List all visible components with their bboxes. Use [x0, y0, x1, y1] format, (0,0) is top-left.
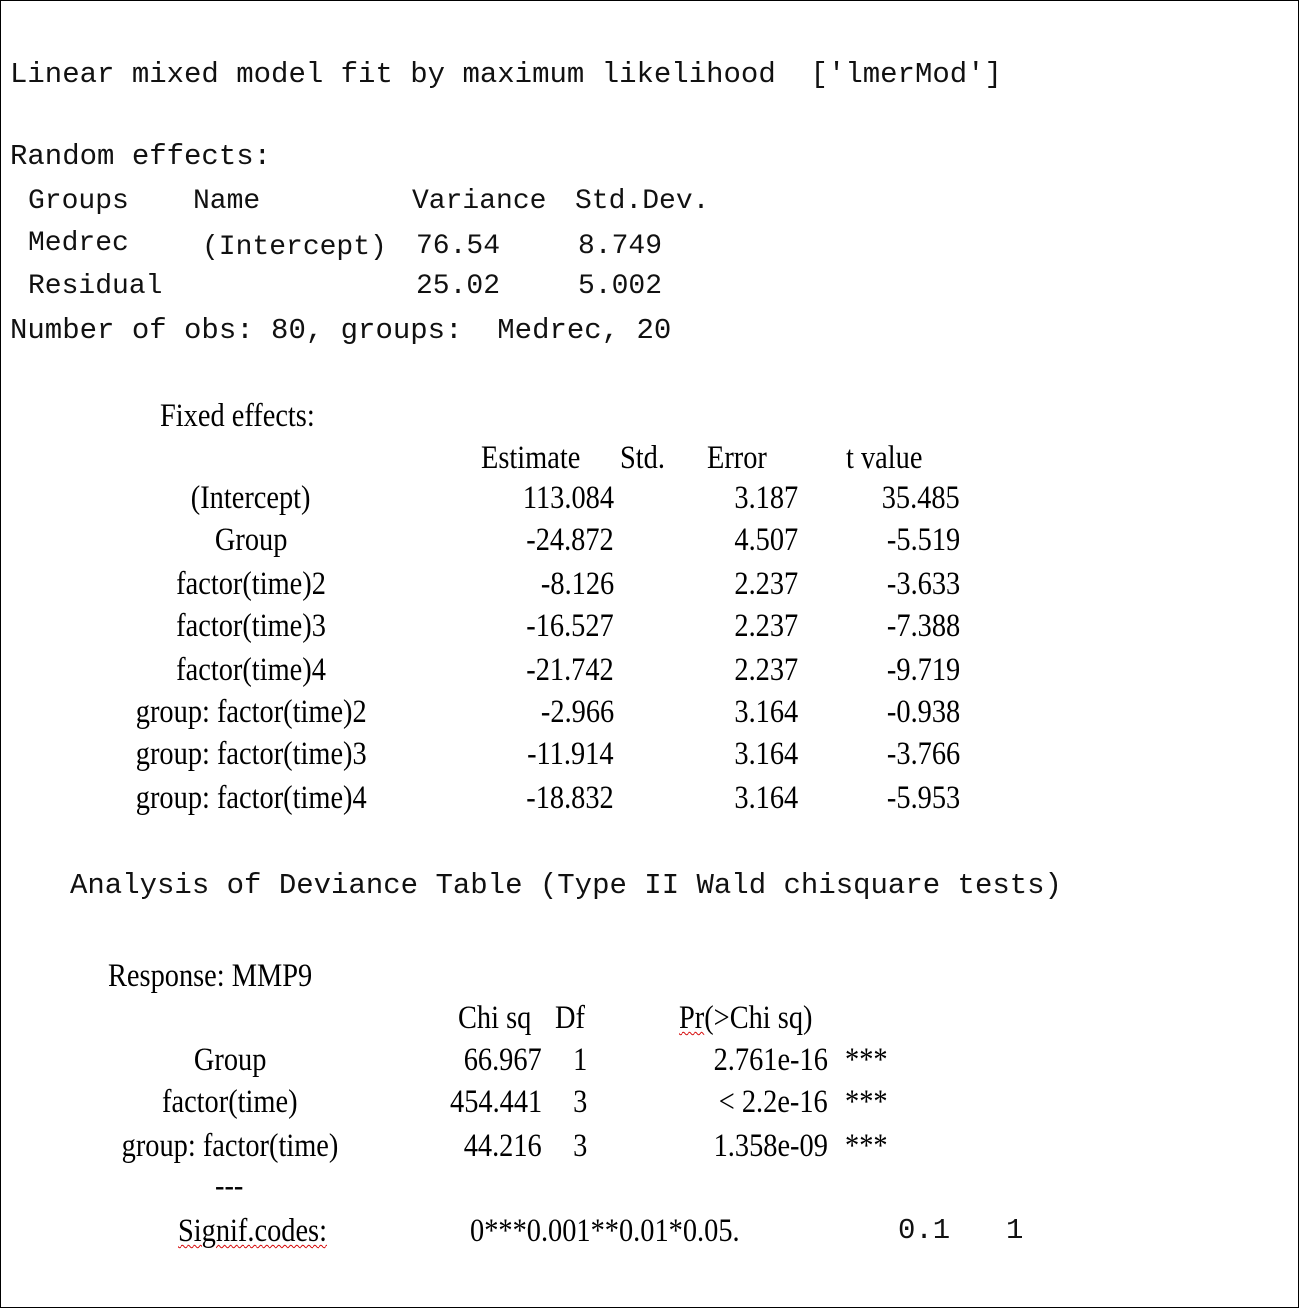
dev-chisq: 454.441 — [449, 1084, 542, 1120]
fe-estimate: -18.832 — [526, 780, 614, 816]
re-row-stddev: 8.749 — [578, 231, 663, 262]
fe-estimate: -11.914 — [527, 736, 614, 772]
re-row-variance: 76.54 — [416, 231, 501, 262]
fe-term: group: factor(time)3 — [135, 736, 367, 772]
fe-tvalue: -0.938 — [886, 694, 960, 730]
fe-error: 2.237 — [734, 608, 798, 644]
fe-cell — [96, 482, 406, 515]
fe-col-std: Std. — [620, 440, 665, 476]
re-col-variance: Variance — [412, 186, 547, 217]
fe-error: 3.164 — [734, 780, 798, 816]
dev-cell — [845, 1130, 905, 1163]
fe-term: Group — [214, 522, 288, 558]
dev-df: 3 — [572, 1128, 588, 1164]
pr-prefix: Pr — [679, 1000, 705, 1036]
dev-cell — [560, 1044, 600, 1077]
fe-tvalue: 35.485 — [881, 480, 960, 516]
fe-estimate: -16.527 — [526, 608, 614, 644]
fe-estimate: -21.742 — [526, 652, 614, 688]
dev-cell — [80, 1044, 380, 1077]
fe-tvalue: -5.953 — [886, 780, 960, 816]
fe-cell — [630, 482, 798, 515]
dev-cell — [560, 1086, 600, 1119]
fe-cell — [780, 482, 960, 515]
fe-error: 2.237 — [734, 652, 798, 688]
re-row-group: Medrec — [28, 228, 129, 259]
fe-estimate: 113.084 — [522, 480, 614, 516]
fe-tvalue: -7.388 — [886, 608, 960, 644]
re-row-stddev: 5.002 — [578, 271, 663, 302]
response-label: Response: MMP9 — [108, 958, 313, 994]
pr-suffix: (>Chi sq) — [704, 1000, 813, 1036]
dev-chisq: 44.216 — [463, 1128, 542, 1164]
dev-df: 3 — [572, 1084, 588, 1120]
fe-cell — [430, 482, 614, 515]
fe-tvalue: -9.719 — [886, 652, 960, 688]
dev-stars: *** — [845, 1042, 888, 1078]
dev-pvalue: 2.761e-16 — [713, 1042, 828, 1078]
fe-cell — [430, 568, 614, 601]
fe-error: 4.507 — [734, 522, 798, 558]
signif-label — [178, 1215, 327, 1248]
fe-estimate: -24.872 — [526, 522, 614, 558]
fe-term: group: factor(time)2 — [135, 694, 367, 730]
model-title: Linear mixed model fit by maximum likelihood ['lmerMod'] — [10, 58, 1002, 91]
dev-pvalue: < 2.2e-16 — [718, 1084, 828, 1120]
fe-cell — [96, 782, 406, 815]
dev-cell — [660, 1086, 828, 1119]
deviance-title: Analysis of Deviance Table (Type II Wald chisquare tests) — [70, 869, 1062, 902]
fixed-effects-heading: Fixed effects: — [160, 398, 315, 434]
re-col-stddev: Std.Dev. — [575, 186, 710, 217]
fe-term: (Intercept) — [191, 480, 311, 516]
dev-cell — [660, 1044, 828, 1077]
obs-line: Number of obs: 80, groups: Medrec, 20 — [10, 314, 672, 347]
fe-error: 3.164 — [734, 736, 798, 772]
fe-cell — [430, 782, 614, 815]
fe-term: group: factor(time)4 — [135, 780, 367, 816]
fe-tvalue: -3.766 — [886, 736, 960, 772]
fe-cell — [780, 524, 960, 557]
separator: --- — [215, 1168, 244, 1204]
fe-cell — [630, 568, 798, 601]
fe-col-tvalue: t value — [846, 440, 923, 476]
dev-chisq: 66.967 — [463, 1042, 542, 1078]
re-row-variance: 25.02 — [416, 271, 501, 302]
fe-term: factor(time)4 — [176, 652, 326, 688]
fe-cell — [430, 610, 614, 643]
fe-cell — [630, 610, 798, 643]
fe-cell — [780, 654, 960, 687]
fe-cell — [96, 610, 406, 643]
dev-stars: *** — [845, 1128, 888, 1164]
fe-cell — [630, 738, 798, 771]
dev-stars: *** — [845, 1084, 888, 1120]
dev-term: factor(time) — [162, 1084, 298, 1120]
dev-cell — [660, 1130, 828, 1163]
fe-col-estimate: Estimate — [481, 440, 581, 476]
fe-cell — [630, 696, 798, 729]
fe-error: 3.187 — [734, 480, 798, 516]
fe-error: 3.164 — [734, 694, 798, 730]
random-effects-heading: Random effects: — [10, 140, 272, 173]
dev-cell — [845, 1086, 905, 1119]
signif-codes: 0***0.001**0.01*0.05. — [470, 1213, 740, 1249]
fe-estimate: -2.966 — [540, 694, 614, 730]
fe-term: factor(time)2 — [176, 566, 326, 602]
dev-cell — [400, 1044, 542, 1077]
fe-cell — [780, 782, 960, 815]
fe-tvalue: -5.519 — [886, 522, 960, 558]
dev-col-df: Df — [555, 1000, 585, 1036]
fe-cell — [780, 738, 960, 771]
fe-cell — [430, 524, 614, 557]
dev-term: group: factor(time) — [121, 1128, 339, 1164]
fe-cell — [780, 610, 960, 643]
fe-cell — [780, 696, 960, 729]
signif-tail-2: 1 — [1006, 1214, 1024, 1247]
fe-cell — [96, 696, 406, 729]
fe-cell — [96, 524, 406, 557]
fe-term: factor(time)3 — [176, 608, 326, 644]
re-row-name: (Intercept) — [202, 232, 387, 263]
dev-col-pr — [679, 1002, 812, 1035]
fe-cell — [780, 568, 960, 601]
re-row-group: Residual — [28, 271, 163, 302]
fe-error: 2.237 — [734, 566, 798, 602]
fe-cell — [96, 654, 406, 687]
dev-cell — [80, 1086, 380, 1119]
dev-cell — [400, 1086, 542, 1119]
dev-cell — [400, 1130, 542, 1163]
fe-cell — [630, 654, 798, 687]
fe-cell — [96, 568, 406, 601]
dev-cell — [80, 1130, 380, 1163]
dev-cell — [845, 1044, 905, 1077]
dev-term: Group — [193, 1042, 267, 1078]
fe-col-error: Error — [707, 440, 767, 476]
fe-cell — [430, 654, 614, 687]
re-col-name: Name — [193, 186, 261, 217]
dev-pvalue: 1.358e-09 — [713, 1128, 828, 1164]
fe-cell — [630, 524, 798, 557]
signif-label-squiggle: Signif.codes: — [178, 1213, 327, 1249]
fe-estimate: -8.126 — [540, 566, 614, 602]
fe-cell — [430, 738, 614, 771]
signif-tail-1: 0.1 — [898, 1214, 951, 1247]
dev-df: 1 — [572, 1042, 588, 1078]
fe-tvalue: -3.633 — [886, 566, 960, 602]
fe-cell — [96, 738, 406, 771]
re-col-groups: Groups — [28, 186, 129, 217]
dev-col-chisq: Chi sq — [458, 1000, 532, 1036]
dev-cell — [560, 1130, 600, 1163]
fe-cell — [430, 696, 614, 729]
fe-cell — [630, 782, 798, 815]
